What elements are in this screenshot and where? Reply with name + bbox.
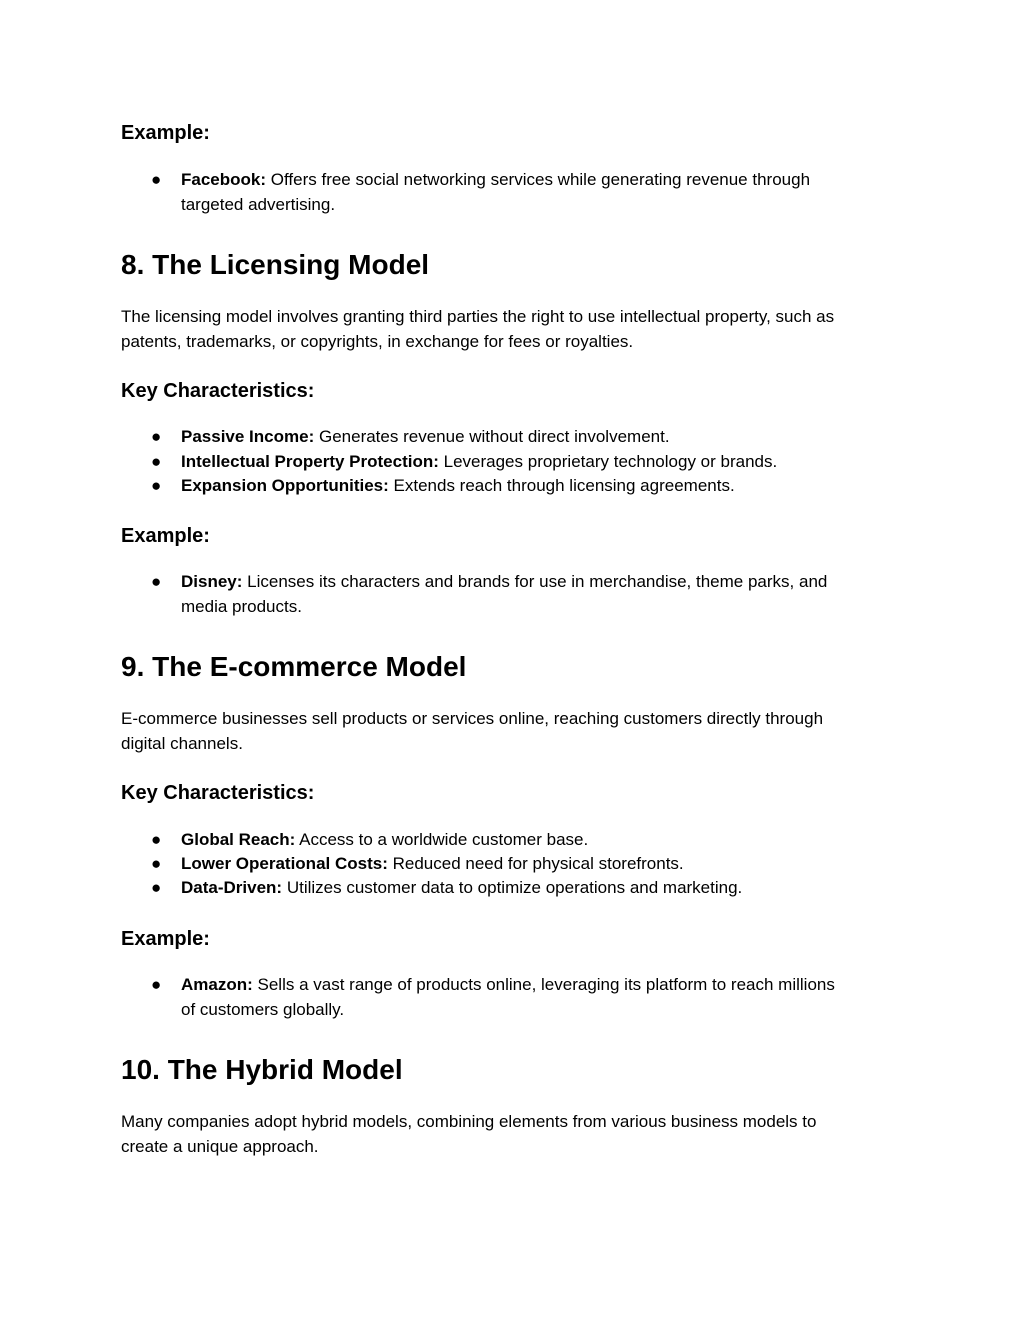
bullet-icon: ● (151, 878, 162, 897)
characteristic-term: Expansion Opportunities: (181, 476, 389, 495)
example-desc-line2: media products. (181, 596, 302, 616)
key-characteristics-heading: Key Characteristics: (121, 380, 315, 402)
characteristic-desc: Generates revenue without direct involvement. (318, 427, 670, 446)
intro-line1: The licensing model involves granting third parties the right to use intellectual property, such as (121, 307, 835, 326)
bullet-icon: ● (151, 452, 162, 471)
bullet-icon: ● (151, 572, 162, 591)
example-desc-line2: targeted advertising. (181, 194, 336, 214)
bullet-icon: ● (151, 427, 162, 446)
characteristic-desc: Access to a worldwide customer base. (299, 830, 589, 849)
example-term: Facebook: (181, 170, 267, 189)
intro-line1: Many companies adopt hybrid models, combining elements from various business models to (121, 1112, 817, 1131)
bullet-icon: ● (151, 476, 162, 495)
intro-line2: patents, trademarks, or copyrights, in exchange for fees or royalties. (121, 331, 634, 351)
characteristic-term: Passive Income: (181, 427, 315, 446)
intro-line1: E-commerce businesses sell products or services online, reaching customers directly through (121, 709, 824, 728)
intro-line2: digital channels. (121, 733, 243, 753)
example-desc-line1: Offers free social networking services while generating revenue through (270, 170, 811, 189)
example-term: Amazon: (181, 975, 253, 994)
characteristic-term: Lower Operational Costs: (181, 854, 388, 873)
section-intro (121, 1110, 901, 1159)
example-heading: Example: (121, 525, 210, 547)
example-desc-line1: Sells a vast range of products online, leveraging its platform to reach millions (257, 975, 835, 994)
example-desc-line1: Licenses its characters and brands for use in merchandise, theme parks, and (247, 572, 828, 591)
characteristic-desc: Reduced need for physical storefronts. (392, 854, 684, 873)
bullet-icon: ● (151, 854, 162, 873)
section-intro (121, 707, 901, 756)
example-term: Disney: (181, 572, 243, 591)
section-title: 8. The Licensing Model (121, 249, 430, 280)
example-heading: Example: (121, 122, 210, 144)
example-heading: Example: (121, 928, 210, 950)
example-desc-line2: of customers globally. (181, 999, 345, 1019)
intro-line2: create a unique approach. (121, 1136, 319, 1156)
characteristic-desc: Leverages proprietary technology or brands. (443, 452, 778, 471)
characteristic-term: Data-Driven: (181, 878, 283, 897)
key-characteristics-heading: Key Characteristics: (121, 782, 315, 804)
bullet-icon: ● (151, 975, 162, 994)
characteristic-desc: Utilizes customer data to optimize operations and marketing. (286, 878, 743, 897)
bullet-icon: ● (151, 830, 162, 849)
bullet-icon: ● (151, 170, 162, 189)
characteristic-desc: Extends reach through licensing agreements. (393, 476, 735, 495)
section-title: 9. The E-commerce Model (121, 651, 467, 682)
section-intro (121, 305, 901, 354)
characteristic-term: Intellectual Property Protection: (181, 452, 439, 471)
section-title: 10. The Hybrid Model (121, 1054, 403, 1085)
characteristic-term: Global Reach: (181, 830, 296, 849)
